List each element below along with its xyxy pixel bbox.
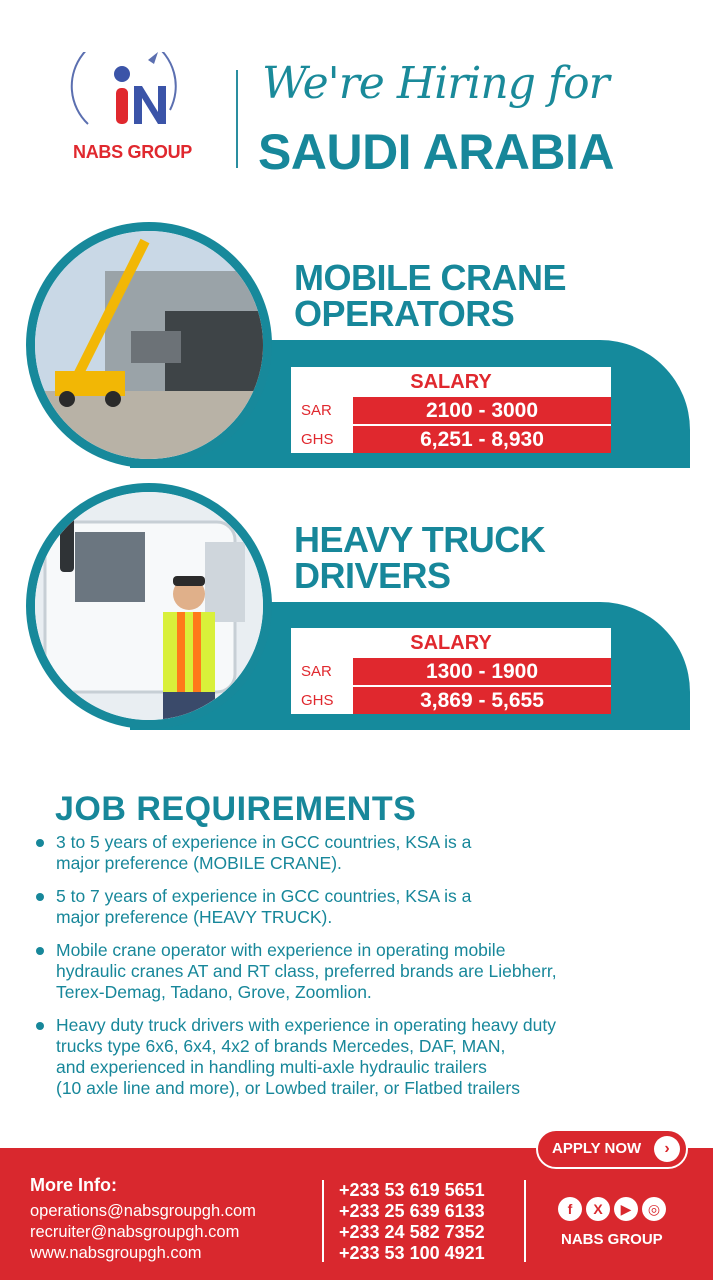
footer-brand: NABS GROUP: [561, 1231, 663, 1248]
list-item-line: and experienced in handling multi-axle hydraulic trailers: [56, 1057, 487, 1077]
instagram-icon[interactable]: ◎: [642, 1197, 666, 1221]
list-item-line: trucks type 6x6, 6x4, 4x2 of brands Mercedes, DAF, MAN,: [56, 1036, 506, 1056]
list-item-line: major preference (MOBILE CRANE).: [56, 853, 342, 873]
list-item: [36, 940, 696, 1003]
chevron-right-icon: ›: [654, 1136, 680, 1162]
salary-currency: SAR: [291, 658, 353, 685]
crane-salary-table: [291, 367, 611, 453]
footer-divider: [322, 1180, 324, 1262]
brand-name: NABS GROUP: [73, 142, 193, 162]
facebook-icon[interactable]: f: [558, 1197, 582, 1221]
x-icon[interactable]: X: [586, 1197, 610, 1221]
list-item-line: 5 to 7 years of experience in GCC countries, KSA is a: [56, 886, 472, 906]
bullet-icon: [36, 947, 44, 955]
crane-title-line2: OPERATORS: [294, 293, 515, 334]
truck-driver-scene-icon: [35, 492, 263, 720]
email-recruiter-link[interactable]: recruiter@nabsgroupgh.com: [30, 1223, 240, 1241]
bullet-icon: [36, 893, 44, 901]
salary-row: [291, 685, 611, 714]
list-item-line: major preference (HEAVY TRUCK).: [56, 907, 333, 927]
phone-number[interactable]: +233 25 639 6133: [339, 1201, 485, 1221]
salary-currency: SAR: [291, 397, 353, 424]
phone-number[interactable]: +233 53 619 5651: [339, 1180, 485, 1200]
truck-salary-table: [291, 628, 611, 714]
salary-row: [291, 395, 611, 424]
salary-currency: GHS: [291, 687, 353, 714]
youtube-icon[interactable]: ▶: [614, 1197, 638, 1221]
footer-divider: [524, 1180, 526, 1262]
apply-now-button[interactable]: [536, 1129, 688, 1169]
list-item-line: hydraulic cranes AT and RT class, preferred brands are Liebherr,: [56, 961, 557, 981]
list-item: [36, 832, 696, 874]
requirements-title: JOB REQUIREMENTS: [55, 790, 417, 828]
salary-heading: SALARY: [410, 371, 492, 393]
header-divider: [236, 70, 238, 168]
salary-heading: SALARY: [410, 632, 492, 654]
truck-job-title: [294, 519, 546, 596]
list-item-line: Heavy duty truck drivers with experience in operating heavy duty: [56, 1015, 556, 1035]
truck-title-line1: HEAVY TRUCK: [294, 519, 546, 560]
crane-job-title: [294, 257, 566, 334]
list-item-line: Mobile crane operator with experience in operating mobile: [56, 940, 506, 960]
list-item: [36, 886, 696, 928]
list-item: [36, 1015, 696, 1099]
more-info-label: More Info:: [30, 1175, 117, 1195]
crane-photo: [26, 222, 272, 468]
salary-row: [291, 424, 611, 453]
list-item-line: Terex-Demag, Tadano, Grove, Zoomlion.: [56, 982, 372, 1002]
salary-range: 1300 - 1900: [353, 658, 611, 685]
salary-currency: GHS: [291, 426, 353, 453]
crane-title-line1: MOBILE CRANE: [294, 257, 566, 298]
country-title: SAUDI ARABIA: [258, 124, 615, 180]
hiring-headline: We're Hiring for: [262, 58, 609, 109]
list-item-line: 3 to 5 years of experience in GCC countries, KSA is a: [56, 832, 472, 852]
email-operations-link[interactable]: operations@nabsgroupgh.com: [30, 1202, 256, 1220]
list-item-line: (10 axle line and more), or Lowbed trailer, or Flatbed trailers: [56, 1078, 520, 1098]
salary-row: [291, 656, 611, 685]
bullet-icon: [36, 839, 44, 847]
phone-number[interactable]: +233 24 582 7352: [339, 1222, 485, 1242]
requirements-list: [36, 832, 696, 1111]
salary-range: 2100 - 3000: [353, 397, 611, 424]
website-link[interactable]: www.nabsgroupgh.com: [30, 1244, 202, 1262]
salary-range: 3,869 - 5,655: [353, 687, 611, 714]
apply-now-label: APPLY NOW: [552, 1140, 642, 1157]
salary-range: 6,251 - 8,930: [353, 426, 611, 453]
bullet-icon: [36, 1022, 44, 1030]
phone-number[interactable]: +233 53 100 4921: [339, 1243, 485, 1263]
crane-scene-icon: [35, 231, 263, 459]
truck-photo: [26, 483, 272, 729]
truck-title-line2: DRIVERS: [294, 555, 451, 596]
